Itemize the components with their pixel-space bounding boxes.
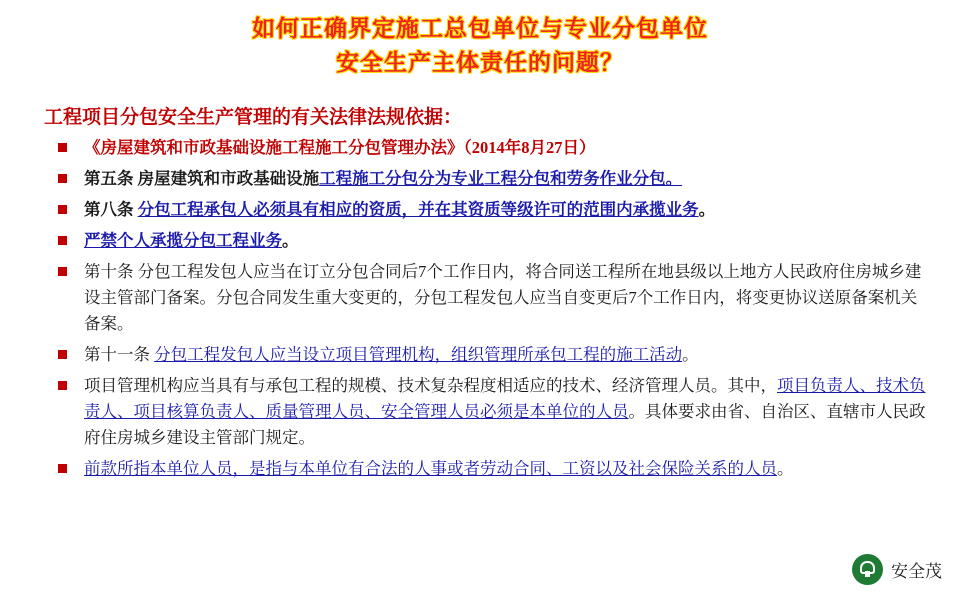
list-item-text: 项目管理机构应当具有与承包工程的规模、技术复杂程度相适应的技术、经济管理人员。其中， xyxy=(84,376,777,395)
bullet-list xyxy=(0,135,960,482)
list-item xyxy=(54,135,930,161)
list-item-text-tail: 。 xyxy=(682,345,699,364)
bullet-marker-icon xyxy=(58,381,67,390)
list-item-text-tail: 。具体要求由省、自治区、直辖市人民政府住房城乡建设主管部门规定。 xyxy=(84,402,926,447)
watermark-logo xyxy=(852,554,942,585)
title-block xyxy=(0,0,960,80)
page-title-line-1: 如何正确界定施工总包单位与专业分包单位 xyxy=(252,16,708,41)
shield-lock-icon xyxy=(852,554,883,585)
list-item-emphasis: 分包工程发包人应当设立项目管理机构，组织管理所承包工程的施工活动 xyxy=(154,345,683,364)
list-item-emphasis: 项目负责人、技术负责人、项目核算负责人、质量管理人员、安全管理人员必须是本单位的人员 xyxy=(84,376,926,421)
logo-label: 安全茂 xyxy=(891,562,942,581)
list-item-emphasis: 严禁个人承揽分包工程业务 xyxy=(84,231,282,250)
bullet-marker-icon xyxy=(58,464,67,473)
list-item-text-tail: 。 xyxy=(282,231,299,250)
list-item-emphasis: 前款所指本单位人员，是指与本单位有合法的人事或者劳动合同、工资以及社会保险关系的人员 xyxy=(84,459,777,478)
list-item-emphasis: 工程施工分包分为专业工程分包和劳务作业分包。 xyxy=(319,169,683,188)
list-item xyxy=(54,342,930,368)
bullet-marker-icon xyxy=(58,350,67,359)
list-item-emphasis: 分包工程承包人必须具有相应的资质，并在其资质等级许可的范围内承揽业务 xyxy=(137,200,699,219)
list-item-text-tail: 。 xyxy=(777,459,794,478)
bullet-marker-icon xyxy=(58,236,67,245)
page-title-line-2: 安全生产主体责任的问题？ xyxy=(336,50,624,75)
bullet-marker-icon xyxy=(58,267,67,276)
bullet-marker-icon xyxy=(58,205,67,214)
list-item-text: 第五条 房屋建筑和市政基础设施 xyxy=(84,169,320,188)
list-item xyxy=(54,197,930,223)
list-item xyxy=(54,456,930,482)
list-item xyxy=(54,228,930,254)
bullet-marker-icon xyxy=(58,143,67,152)
list-item xyxy=(54,373,930,451)
list-item xyxy=(54,166,930,192)
list-item-text: 《房屋建筑和市政基础设施工程施工分包管理办法》（2014年8月27日） xyxy=(84,138,596,157)
list-item-text: 第八条 xyxy=(84,200,138,219)
list-item-text-tail: 。 xyxy=(698,200,716,219)
list-item-text: 第十条 分包工程发包人应当在订立分包合同后7个工作日内，将合同送工程所在地县级以上地方人民政府住房城乡建设主管部门备案。分包合同发生重大变更的，分包工程发包人应当自变更后7个工作日内，将变更协议送原备案机关备案。 xyxy=(84,262,922,333)
bullet-marker-icon xyxy=(58,174,67,183)
list-item xyxy=(54,259,930,337)
section-subtitle: 工程项目分包安全生产管理的有关法律法规依据： xyxy=(44,107,463,128)
list-item-text: 第十一条 xyxy=(84,345,155,364)
